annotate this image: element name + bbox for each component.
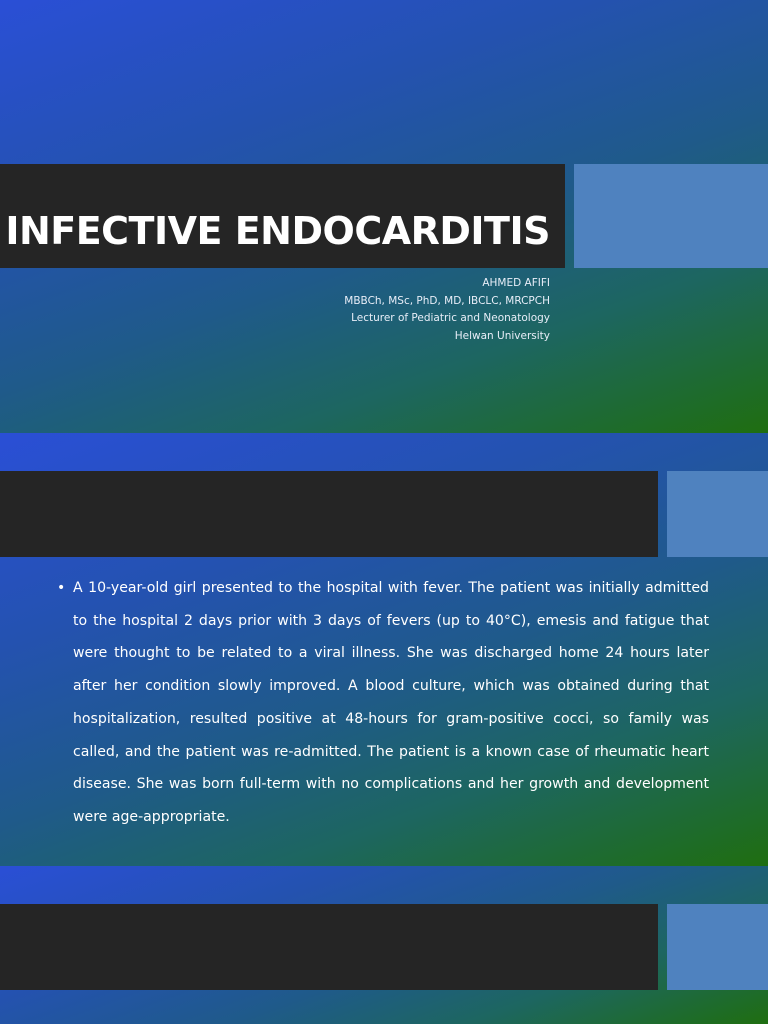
author-name: AHMED AFIFI <box>482 277 550 289</box>
slide-title: INFECTIVE ENDOCARDITIS <box>5 209 550 253</box>
case-description: A 10-year-old girl presented to the hospital with fever. The patient was initially admitted to the hospital 2 days prior with 3 days of fevers (up to 40°C), emesis and fatigue that were thought to be related to a viral illness. She was discharged home 24 hours later after her condition slowly improved. A blood culture, which was obtained during that hospitalization, resulted positive at 48-hours for gram-positive cocci, so family was called, and the patient was re-admitted. The patient is a known case of rheumatic heart disease. She was born full-term with no complications and her growth and development were age-appropriate. <box>73 580 709 825</box>
slide-1 <box>0 0 768 433</box>
accent-box <box>574 164 768 268</box>
accent-box <box>667 904 768 990</box>
author-degrees: MBBCh, MSc, PhD, MD, IBCLC, MRCPCH <box>344 294 550 307</box>
accent-box <box>667 471 768 557</box>
title-bar <box>0 471 658 557</box>
title-bar <box>0 904 658 990</box>
subtitle-block <box>200 275 550 345</box>
slide-3 <box>0 866 768 1024</box>
author-affiliation: Helwan University <box>454 329 550 342</box>
slide-2 <box>0 433 768 866</box>
author-position: Lecturer of Pediatric and Neonatology <box>351 312 550 324</box>
bullet-marker: • <box>57 580 66 596</box>
